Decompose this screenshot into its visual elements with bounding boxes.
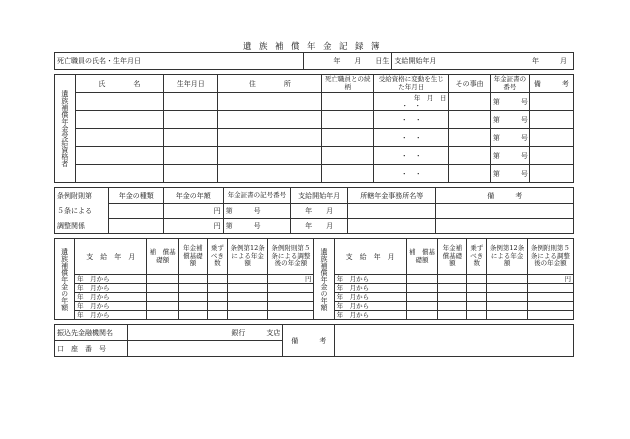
ann-col-art12: 条例第12条による年金額 xyxy=(227,239,267,275)
pay-start-label: 支給開始年月 xyxy=(394,57,437,65)
table-row xyxy=(55,129,574,147)
yen-cell[interactable]: 円 xyxy=(268,275,314,284)
account-label: 口 座 番 号 xyxy=(55,341,128,357)
pay-start-value: 年 月 xyxy=(532,57,567,65)
adjust-label-3: 調整関係 xyxy=(55,219,109,234)
qualify-date-cell[interactable]: ・ ・ xyxy=(374,111,449,129)
table-row xyxy=(55,147,574,165)
deceased-label: 死亡職員の氏名・生年月日 xyxy=(55,53,304,70)
ann-col-mult: 乗ずべき数 xyxy=(207,239,227,275)
period-cell[interactable]: 年 月から xyxy=(75,311,147,320)
col-relation: 死亡職員との続柄 xyxy=(322,75,374,93)
period-cell[interactable]: 年 月から xyxy=(334,311,406,320)
qualify-date-cell[interactable]: ・ ・ xyxy=(374,165,449,183)
col-reason: その事由 xyxy=(449,75,491,93)
annual-table xyxy=(54,238,574,320)
adj-col-type: 年金の種類 xyxy=(109,188,163,204)
adj-col-cert: 年金証書の記号番号 xyxy=(223,188,290,204)
annual-side-label-right: 遺族補償年金の年額 xyxy=(314,239,334,320)
cert-no-cell[interactable]: 第 号 xyxy=(490,165,529,183)
page-title: 遺族補償年金記録簿 xyxy=(242,42,387,52)
recipients-table xyxy=(54,74,574,183)
cert-no-cell[interactable]: 第 号 xyxy=(490,129,529,147)
adj-col-note: 備 考 xyxy=(436,188,574,204)
adj-col-start: 支給開始年月 xyxy=(291,188,348,204)
ann-col-period: 支 給 年 月 xyxy=(334,239,406,275)
yen-cell[interactable]: 円 xyxy=(527,275,573,284)
adj-col-amount: 年金の年額 xyxy=(163,188,223,204)
table-row xyxy=(55,204,574,219)
account-field[interactable] xyxy=(127,341,283,357)
bank-name-field[interactable]: 銀行 支店 xyxy=(127,325,283,341)
cert-no-cell[interactable]: 第 号 xyxy=(490,147,529,165)
adj-amount-cell[interactable]: 円 xyxy=(163,219,223,234)
annual-side-label-left: 遺族補償年金の年額 xyxy=(55,239,75,320)
table-row xyxy=(55,111,574,129)
ann-col-adjusted: 条例附則第５条による調整後の年金額 xyxy=(527,239,573,275)
period-cell[interactable]: 年 月から xyxy=(334,275,406,284)
qualify-date-cell[interactable]: ・ ・ xyxy=(374,147,449,165)
table-row xyxy=(55,93,574,111)
qualify-date-cell[interactable]: 年 月 日 ・ ・ xyxy=(374,93,449,111)
bank-note-label: 備 考 xyxy=(283,325,335,357)
adj-cert-cell[interactable]: 第 号 xyxy=(223,219,290,234)
col-name: 氏 名 xyxy=(75,75,163,93)
period-cell[interactable]: 年 月から xyxy=(334,302,406,311)
deceased-birth-date[interactable]: 年 月 日生 xyxy=(304,53,392,70)
col-address: 住 所 xyxy=(218,75,322,93)
period-cell[interactable]: 年 月から xyxy=(334,293,406,302)
adjust-label-2: ５条による xyxy=(55,204,109,219)
adj-start-cell[interactable]: 年 月 xyxy=(291,204,348,219)
col-note: 備 考 xyxy=(529,75,573,93)
adj-col-office: 所轄年金事務所名等 xyxy=(348,188,436,204)
ann-col-adjusted: 条例附則第５条による調整後の年金額 xyxy=(268,239,314,275)
period-cell[interactable]: 年 月から xyxy=(75,284,147,293)
ann-col-base: 補 償基礎額 xyxy=(406,239,438,275)
ann-col-calc: 年金補償基礎額 xyxy=(178,239,207,275)
bank-table xyxy=(54,324,574,357)
bank-note-field[interactable] xyxy=(335,325,574,357)
header-table xyxy=(54,52,574,70)
qualify-date-cell[interactable]: ・ ・ xyxy=(374,129,449,147)
col-qualify-date: 受給資格に変動を生じた年月日 xyxy=(374,75,449,93)
adj-start-cell[interactable]: 年 月 xyxy=(291,219,348,234)
period-cell[interactable]: 年 月から xyxy=(334,284,406,293)
period-cell[interactable]: 年 月から xyxy=(75,293,147,302)
period-cell[interactable]: 年 月から xyxy=(75,275,147,284)
ann-col-art12: 条例第12条による年金額 xyxy=(487,239,527,275)
ann-col-calc: 年金補償基礎額 xyxy=(438,239,467,275)
recipients-side-label: 遺族補償年金受給資格者 xyxy=(55,75,76,183)
pay-start-cell[interactable] xyxy=(392,53,574,70)
cert-no-cell[interactable]: 第 号 xyxy=(490,93,529,111)
cert-no-cell[interactable]: 第 号 xyxy=(490,111,529,129)
ann-col-period: 支 給 年 月 xyxy=(75,239,147,275)
record-form xyxy=(54,52,574,357)
col-cert: 年金証書の番号 xyxy=(490,75,529,93)
table-row xyxy=(55,219,574,234)
ann-col-base: 補 償基礎額 xyxy=(147,239,179,275)
adjust-label-1: 条例附則第 xyxy=(55,188,109,204)
bank-label: 振込先金融機関名 xyxy=(55,325,128,341)
table-row xyxy=(55,165,574,183)
period-cell[interactable]: 年 月から xyxy=(75,302,147,311)
adj-cert-cell[interactable]: 第 号 xyxy=(223,204,290,219)
col-birth: 生年月日 xyxy=(163,75,217,93)
adjust-table xyxy=(54,187,574,234)
adj-amount-cell[interactable]: 円 xyxy=(163,204,223,219)
ann-col-mult: 乗ずべき数 xyxy=(467,239,487,275)
